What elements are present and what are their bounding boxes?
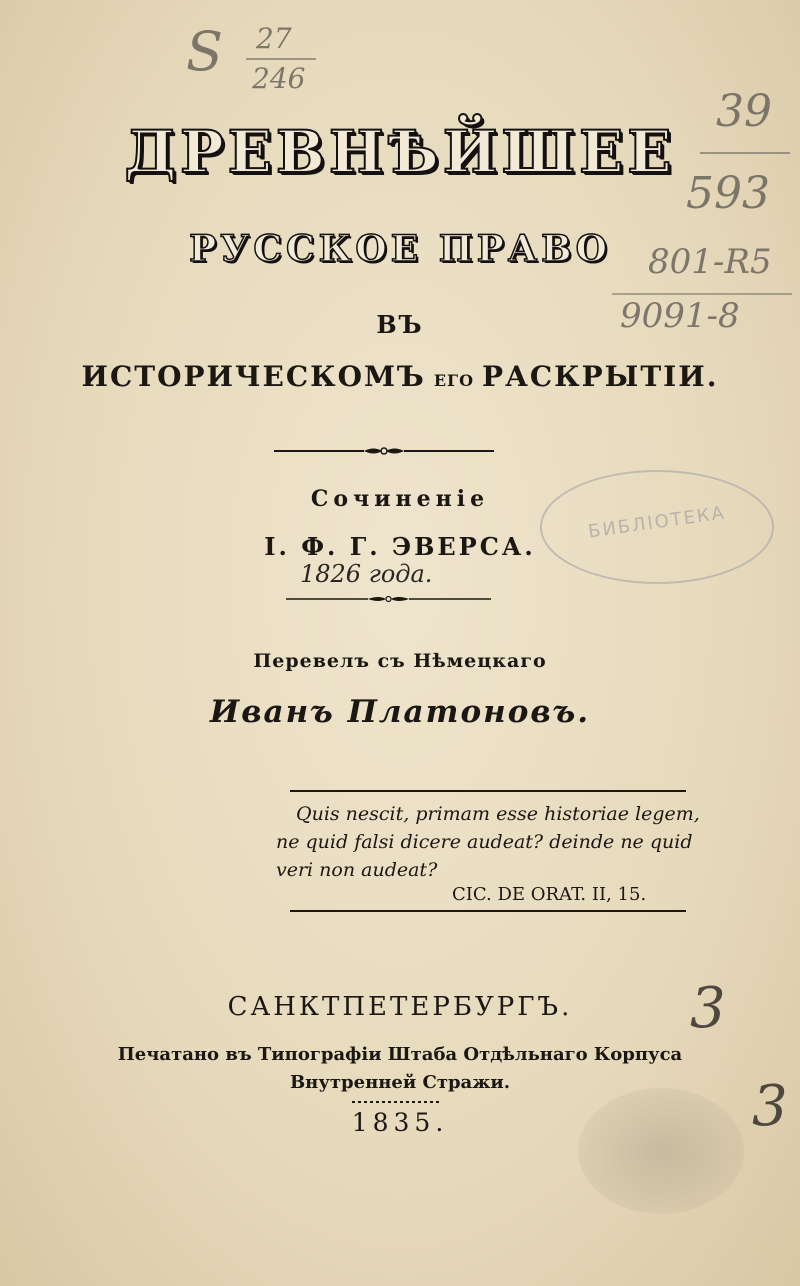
ornamental-rule-middle: [286, 593, 491, 605]
shelf-mark-s: S: [186, 20, 223, 83]
author-name: І. Ф. Г. ЭВЕРСА.: [264, 532, 536, 561]
shelf-mark-right-1: 39: [716, 86, 772, 137]
epigraph-line-2: ne quid falsi dicere audeat? deinde ne quid: [276, 831, 693, 853]
epigraph-rule-top: [290, 790, 686, 792]
title-main: ДРЕВНѢЙШЕЕ: [124, 118, 676, 186]
title-sub: РУССКОЕ ПРАВО: [189, 228, 611, 270]
epigraph-rule-bottom: [290, 910, 686, 912]
imprint-printer-line-2: Внутренней Стражи.: [289, 1072, 511, 1093]
corner-mark-1: 3: [690, 976, 726, 1041]
shelf-mark-right-3: 801-R5: [648, 242, 772, 282]
shelf-mark-right-4: 9091-8: [620, 296, 740, 336]
handwritten-year-note: 1826 года.: [300, 560, 433, 588]
epigraph-line-1: Quis nescit, primam esse historiae legem,: [296, 803, 700, 825]
title-preposition: ВЪ: [376, 310, 424, 339]
shelf-mark-top: 27: [256, 22, 292, 55]
embossed-stamp: [578, 1088, 744, 1214]
ornamental-rule-top: [274, 444, 494, 458]
translated-label: Перевелъ съ Нѣмецкаго: [253, 650, 547, 672]
title-line4-c: РАСКРЫТІИ.: [482, 360, 719, 393]
title-line4-a: ИСТОРИЧЕСКОМЪ: [81, 360, 426, 393]
shelf-mark-divider: [246, 58, 316, 60]
imprint-printer-line-1: Печатано въ Типографіи Штаба Отдѣльнаго Корпуса: [117, 1044, 683, 1065]
shelf-mark-right-2: 593: [686, 168, 770, 219]
composition-label: Сочиненіе: [310, 486, 490, 512]
title-line4: [0, 360, 800, 393]
corner-mark-2: 3: [752, 1074, 788, 1139]
translator-name: Иванъ Платоновъ.: [209, 694, 591, 730]
imprint-dotted-rule: [352, 1098, 442, 1106]
library-stamp-text: БИБЛІОТЕКА: [586, 502, 728, 543]
title-line4-b: ЕГО: [433, 371, 475, 390]
shelf-mark-bottom: 246: [252, 62, 306, 95]
imprint-year: 1835.: [351, 1108, 449, 1137]
epigraph-line-3: veri non audeat?: [276, 859, 438, 881]
shelf-mark-right-rule: [612, 293, 792, 295]
imprint-city: САНКТПЕТЕРБУРГЪ.: [227, 992, 573, 1022]
epigraph-citation: CIC. DE ORAT. II, 15.: [452, 884, 647, 905]
